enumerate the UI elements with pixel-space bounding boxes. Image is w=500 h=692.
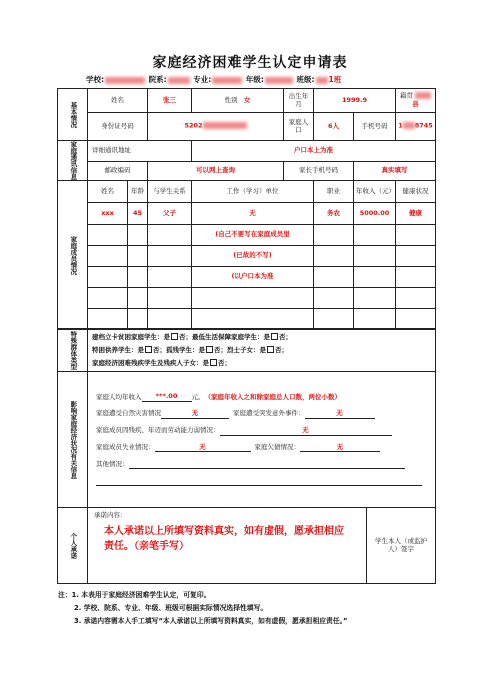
postcode-label: 邮政编码 (88, 162, 148, 181)
note-2: 2. 学校、院系、专业、年级、班级可根据实际情况选择性填写。 (74, 604, 268, 612)
sign-label: 学生本人（或监护人）签字 (375, 536, 427, 553)
family-size-label: 家庭人口 (284, 113, 314, 141)
phone-label: 手机号码 (354, 113, 396, 141)
id-value: 5202 (148, 113, 284, 141)
redacted-origin (415, 92, 431, 99)
special-groups-cell: 建档立卡贫困家庭学生：是 否；最低生活保障家庭学生：是 否； 特困供养学生：是 否；孤残学生：是 否；烈士子女：是 否； 家庭经济困难残疾学生及残疾人子女：是 否； (88, 329, 436, 372)
factors-cell (88, 372, 436, 508)
special-section-label: 特殊群体类型 (58, 329, 88, 372)
checkbox[interactable] (210, 359, 217, 366)
postcode-value: 可以网上查询 (148, 162, 284, 181)
redacted-class (316, 77, 328, 84)
notes (58, 589, 478, 628)
member-cell: xxx (88, 203, 128, 225)
checkbox[interactable] (271, 333, 278, 340)
gender-cell: 性别 女 (192, 89, 284, 113)
table-row (58, 225, 436, 246)
name-label: 姓名 (88, 89, 148, 113)
member-cell: 健康 (396, 203, 436, 225)
income-value: ***.00 (142, 393, 192, 402)
origin-cell: 籍贯 县 (396, 89, 436, 113)
redacted-major (212, 77, 242, 84)
members-section-label: 家庭成员情况 (58, 181, 88, 330)
phone-value: 1 8745 (396, 113, 436, 141)
member-cell: 无 (192, 203, 314, 225)
contact-section-label: 家庭通讯信息 (58, 141, 88, 181)
parent-phone-value: 真实填写 (354, 162, 436, 181)
address-value: 户口本上为准 (192, 141, 436, 162)
member-cell: 务农 (314, 203, 354, 225)
unemploy-row: 家庭成员失业情况： 无 家庭欠债情况： 无 (96, 444, 433, 453)
checkbox[interactable] (171, 333, 178, 340)
income-row: 家庭人均年收入 ***.00 元。 （家庭年收入之和除家庭总人口数，两位小数） (96, 392, 341, 401)
member-cell: 5000.00 (354, 203, 396, 225)
member-note-cell: (已故的不写) (192, 246, 314, 267)
members-header-name: 姓名 (88, 181, 128, 203)
table-row (58, 246, 436, 267)
form-lower-table (57, 328, 436, 584)
family-size-value: 6人 (314, 113, 354, 141)
member-cell: 45 (128, 203, 148, 225)
id-label: 身份证号码 (88, 113, 148, 141)
redacted-id (203, 122, 247, 129)
members-header-job: 职业 (314, 181, 354, 203)
school-info-line: 学校: 院系: 专业: 年级: 班级: 1班 (86, 75, 342, 84)
address-label: 详细通讯地址 (88, 141, 192, 162)
table-row (58, 288, 436, 309)
factors-section-label: 影响家庭经济状况有关信息 (58, 372, 88, 508)
signature-box[interactable] (366, 508, 435, 583)
birth-value: 1999.9 (314, 89, 396, 113)
name-value: 张三 (148, 89, 192, 113)
checkbox[interactable] (145, 346, 152, 353)
redacted-school (105, 77, 145, 84)
birth-label: 出生年月 (284, 89, 314, 113)
parent-phone-label: 家长手机号码 (284, 162, 354, 181)
pledge-cell (88, 508, 436, 584)
form-main-table (57, 88, 436, 330)
members-header-workplace: 工作（学习）单位 (192, 181, 314, 203)
members-header-relation: 与学生关系 (148, 181, 192, 203)
disaster-row: 家庭遭受自然灾害情况 无 家庭遭受突发意外事件： 无 (96, 410, 433, 419)
member-cell: 父子 (148, 203, 192, 225)
checkbox[interactable] (206, 346, 213, 353)
checkbox[interactable] (267, 346, 274, 353)
form-title: 家庭经济困难学生认定申请表 (152, 55, 348, 71)
illness-row: 家庭成员因残疾、年迈而劳动能力弱情况： 无 (96, 427, 433, 436)
table-row (58, 309, 436, 330)
members-header-age: 年龄 (128, 181, 148, 203)
table-row (58, 267, 436, 288)
member-note-cell: (自己不要写在家庭成员里 (192, 225, 314, 246)
members-header-health: 健康状况 (396, 181, 436, 203)
redacted-grade (265, 77, 293, 84)
basic-section-label: 基本情况 (58, 89, 88, 141)
redacted-phone (403, 122, 415, 129)
member-note-cell: (以户口本为准 (192, 267, 314, 288)
note-1: 注：1. 本表用于家庭经济困难学生认定，可复印。 (58, 591, 211, 599)
pledge-section-label: 个人承诺 (58, 508, 88, 584)
pledge-label: 承诺内容： (94, 511, 127, 519)
other-row: 其他情况： (96, 460, 433, 469)
note-3: 3. 承诺内容需本人手工填写“本人承诺以上所填写资料真实，如有虚假，愿承担相应责任。” (74, 617, 348, 625)
redacted-department (168, 77, 190, 84)
members-header-income: 年收入（元） (354, 181, 396, 203)
pledge-text: 本人承诺以上所填写资料真实，如有虚假，愿承担相应责任。（亲笔手写） (104, 525, 344, 552)
table-row (58, 203, 436, 225)
